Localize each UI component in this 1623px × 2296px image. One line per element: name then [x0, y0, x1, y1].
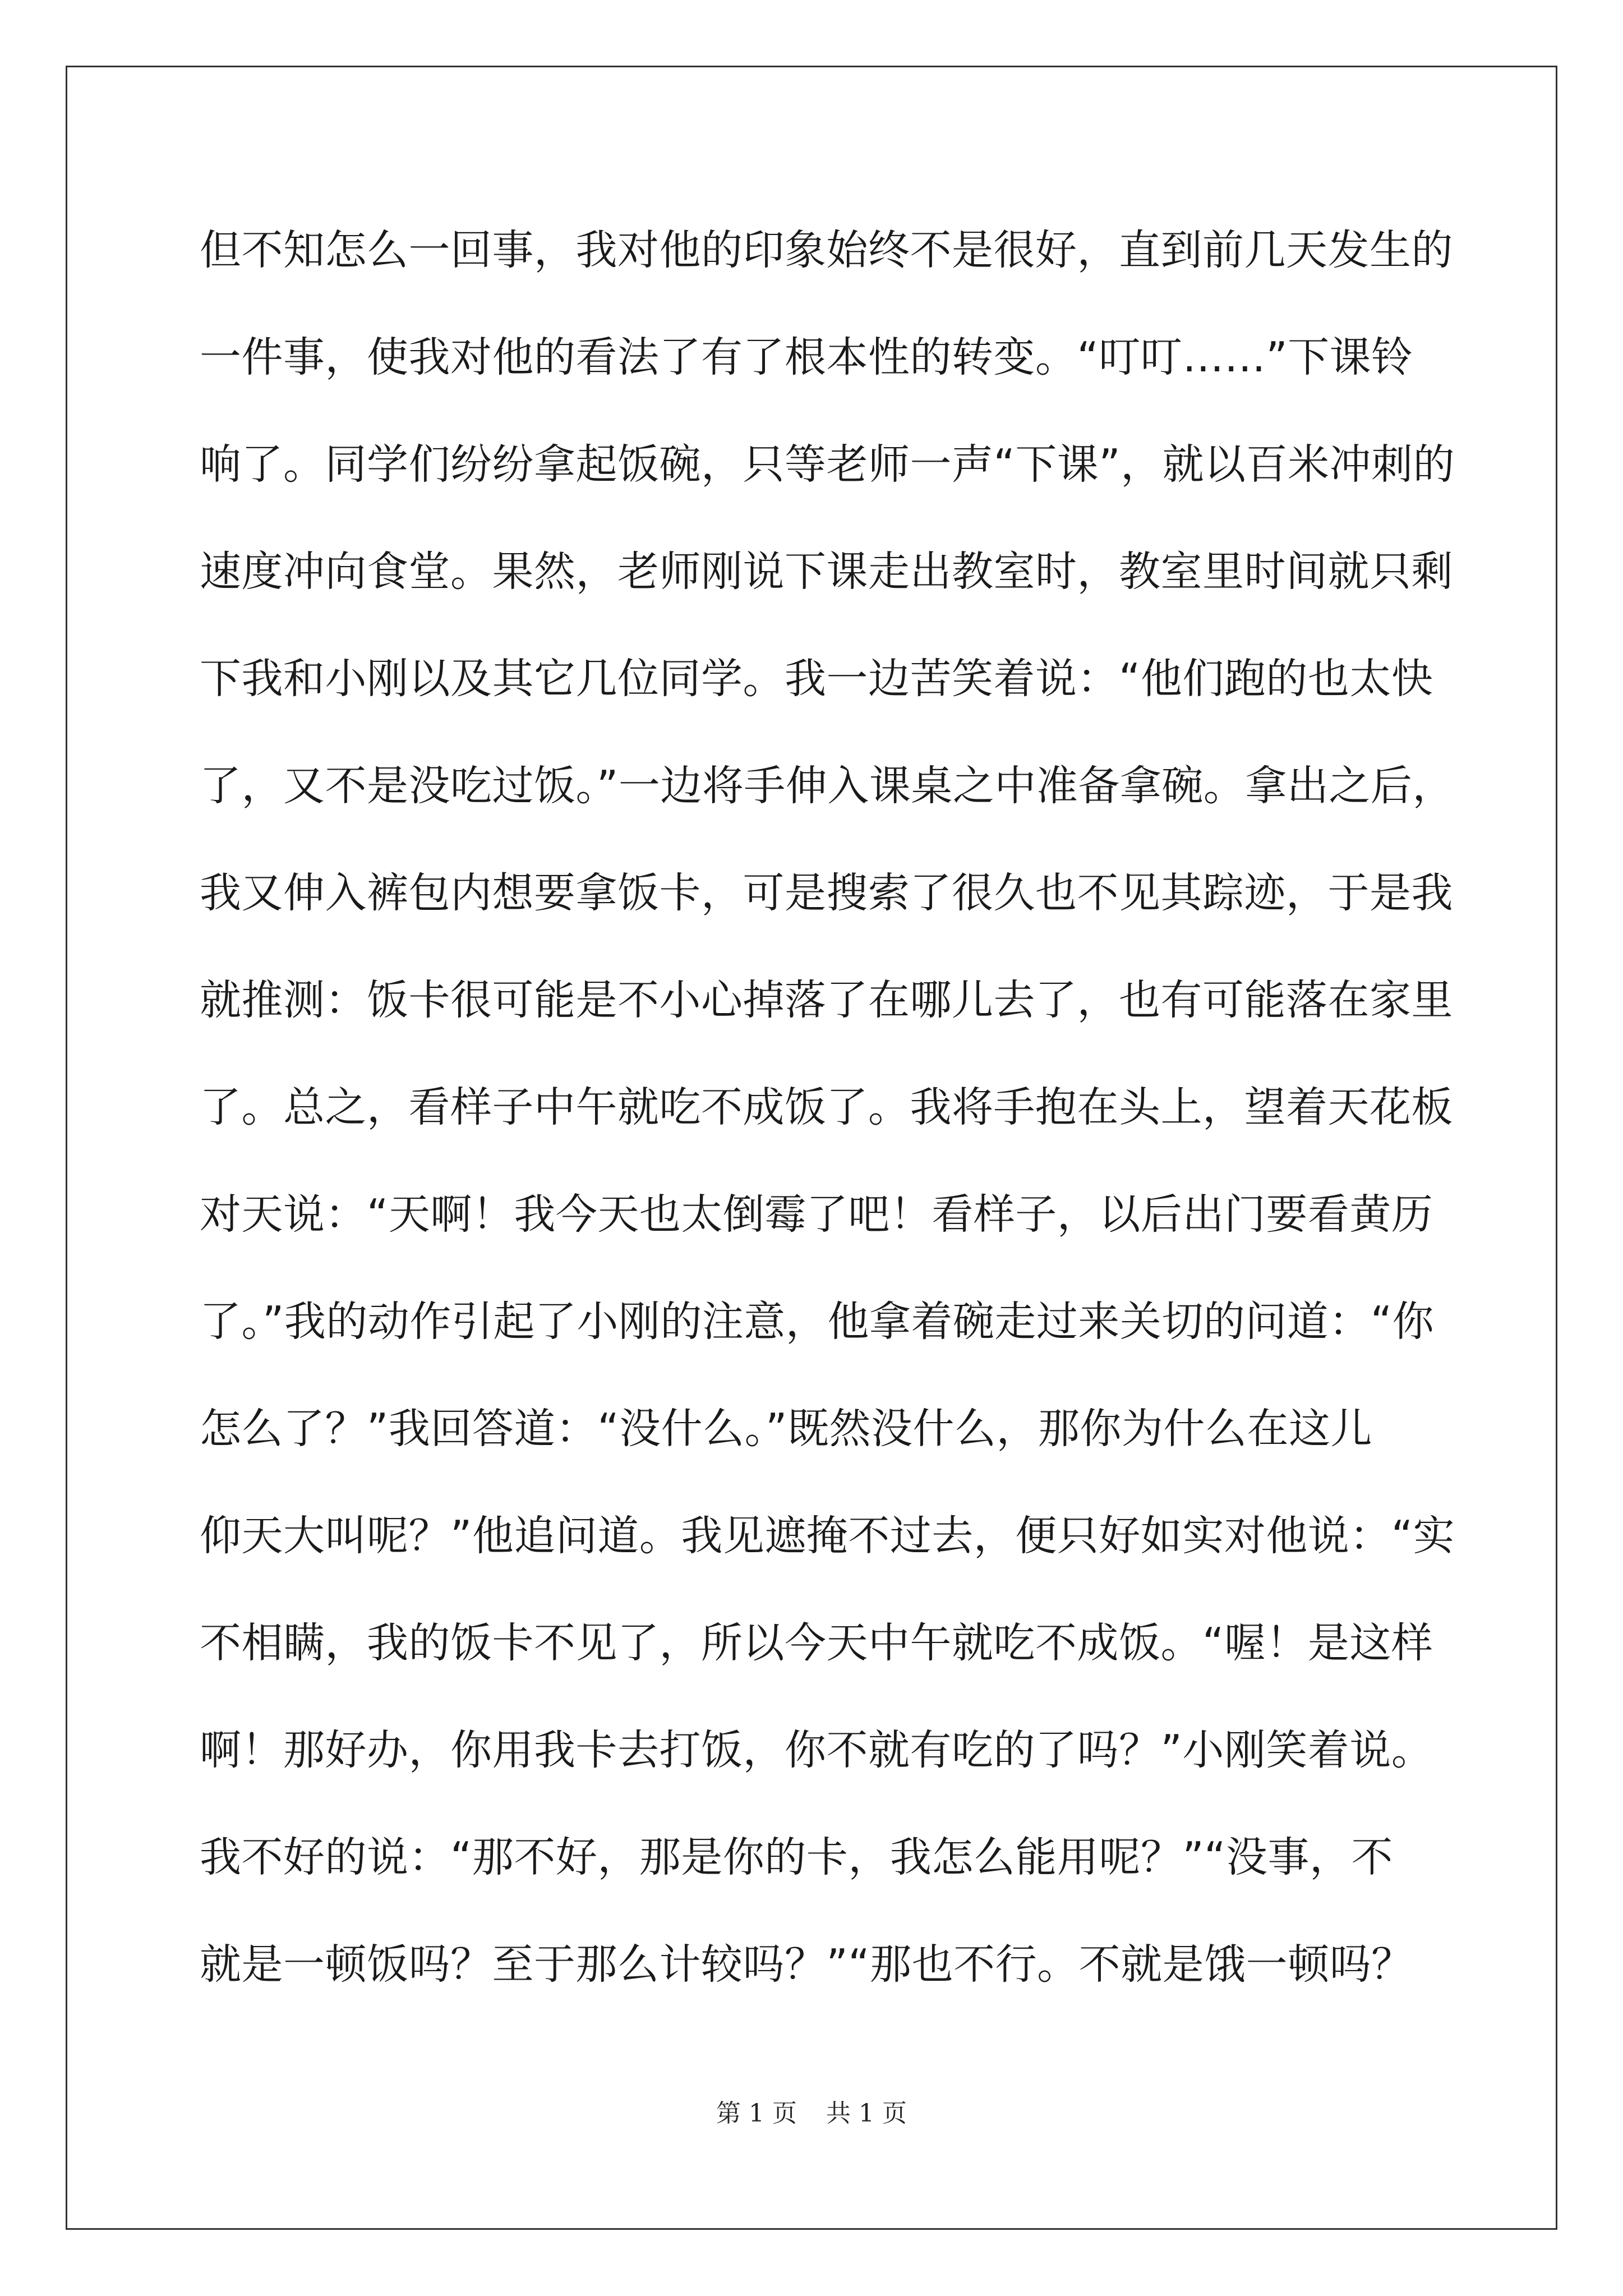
- text-line: 但不知怎么一回事，我对他的印象始终不是很好，直到前几天发生的: [200, 226, 1453, 274]
- page-footer: [0, 2098, 1623, 2129]
- text-line: 下我和小刚以及其它几位同学。我一边苦笑着说：“他们跑的也太快: [200, 655, 1433, 703]
- page-total: 共 1 页: [826, 2099, 907, 2128]
- text-line: 仰天大叫呢？”他追问道。我见遮掩不过去，便只好如实对他说：“实: [200, 1512, 1455, 1560]
- text-line: 速度冲向食堂。果然，老师刚说下课走出教室时，教室里时间就只剩: [200, 547, 1453, 596]
- text-line: 了。”我的动作引起了小刚的注意，他拿着碗走过来关切的问道：“你: [200, 1297, 1435, 1346]
- document-body: [200, 222, 1461, 2044]
- text-line: 了。总之，看样子中午就吃不成饭了。我将手抱在头上，望着天花板: [200, 1083, 1453, 1131]
- text-line: 了，又不是没吃过饭。”一边将手伸入课桌之中准备拿碗。拿出之后，: [200, 762, 1454, 810]
- text-line: 不相瞒，我的饭卡不见了，所以今天中午就吃不成饭。“喔！是这样: [200, 1619, 1433, 1667]
- text-line: 啊！那好办，你用我卡去打饭，你不就有吃的了吗？”小刚笑着说。: [200, 1726, 1433, 1774]
- page-number: 第 1 页: [716, 2099, 797, 2128]
- text-line: 对天说：“天啊！我今天也太倒霉了吧！看样子，以后出门要看黄历: [200, 1190, 1433, 1239]
- text-line: 我不好的说：“那不好，那是你的卡，我怎么能用呢？”“没事，不: [200, 1833, 1394, 1881]
- text-line: 怎么了？”我回答道：“没什么。”既然没什么，那你为什么在这儿: [200, 1405, 1373, 1453]
- text-line: 响了。同学们纷纷拿起饭碗，只等老师一声“下课”，就以百米冲刺的: [200, 440, 1455, 489]
- text-line: 我又伸入裤包内想要拿饭卡，可是搜索了很久也不见其踪迹，于是我: [200, 869, 1453, 917]
- text-line: 就推测：饭卡很可能是不小心掉落了在哪儿去了，也有可能落在家里: [200, 976, 1453, 1024]
- text-line: 一件事，使我对他的看法了有了根本性的转变。“叮叮……”下课铃: [200, 333, 1413, 381]
- text-line: 就是一顿饭吗？至于那么计较吗？”“那也不行。不就是饿一顿吗？: [200, 1940, 1413, 1989]
